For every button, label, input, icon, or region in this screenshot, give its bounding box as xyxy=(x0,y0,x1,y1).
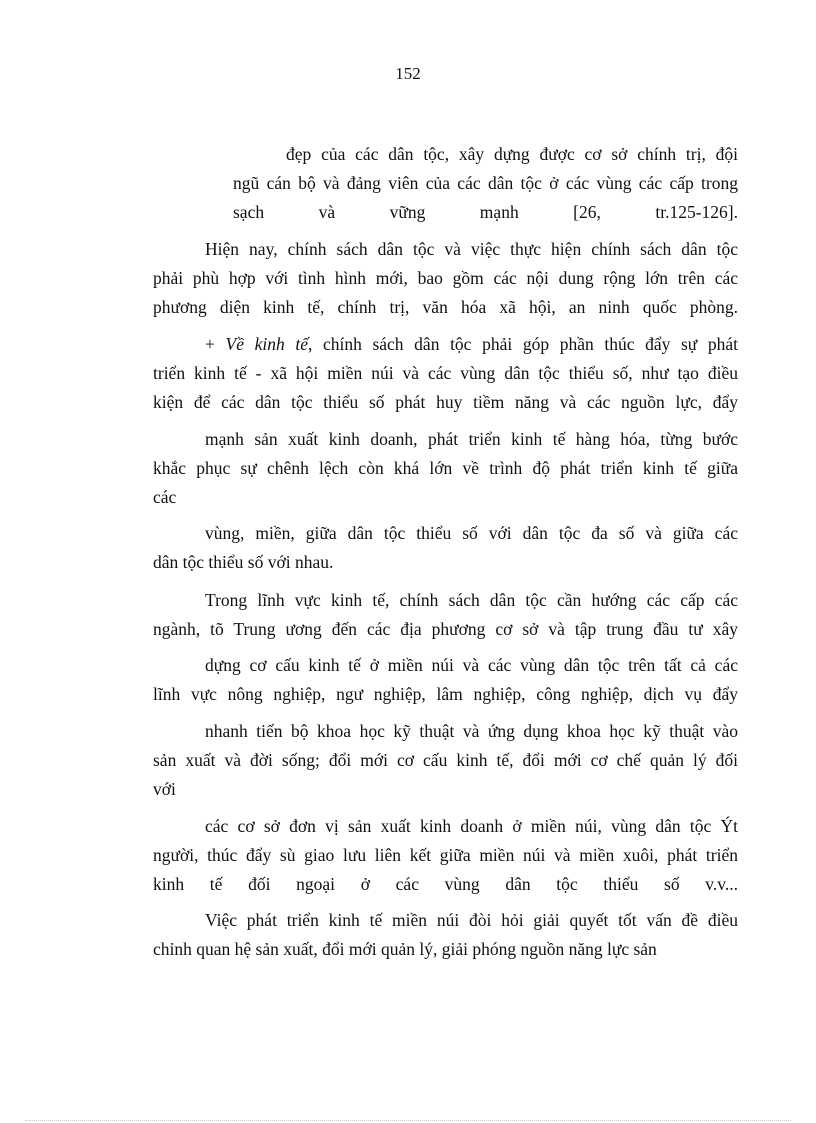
para2-line-2: triển kinh tế - xã hội miền núi và các vùng dân tộc thiểu số, như tạo điều xyxy=(153,363,738,383)
para3-line-8: các cơ sở đơn vị sản xuất kinh doanh ở miền núi, vùng dân tộc Ýt xyxy=(205,816,738,836)
quote-line-1: đẹp của các dân tộc, xây dựng được cơ sở chính trị, đội xyxy=(286,144,738,164)
para1-line-2: phải phù hợp với tình hình mới, bao gồm các nội dung rộng lớn trên các xyxy=(153,268,738,288)
para3-line-1: Trong lĩnh vực kinh tế, chính sách dân tộc cần hướng các cấp các xyxy=(205,590,738,610)
para3-line-9: người, thúc đẩy sù giao lưu liên kết giữa miền núi và miền xuôi, phát triển xyxy=(153,845,738,865)
para2-heading-italic: Về kinh tế xyxy=(225,334,308,354)
para3-line-4: lĩnh vực nông nghiệp, ngư nghiệp, lâm nghiệp, công nghiệp, dịch vụ đẩy xyxy=(153,684,738,704)
quote-line-3: sạch và vững mạnh [26, tr.125-126]. xyxy=(233,202,738,222)
para1-line-3: phương diện kinh tế, chính trị, văn hóa xã hội, an ninh quốc phòng. xyxy=(153,297,738,317)
quote-line-2: ngũ cán bộ và đảng viên của các dân tộc ở các vùng các cấp trong xyxy=(233,173,738,193)
page-number: 152 xyxy=(395,64,421,83)
para2-line-8: dân tộc thiểu số với nhau. xyxy=(153,552,334,572)
para2-line-5: khắc phục sự chênh lệch còn khá lớn về trình độ phát triển kinh tế giữa xyxy=(153,458,738,478)
para3-line-10: kinh tế đối ngoại ở các vùng dân tộc thiểu số v.v... xyxy=(153,874,738,894)
para3-line-5: nhanh tiến bộ khoa học kỹ thuật và ứng dụng khoa học kỹ thuật vào xyxy=(205,721,738,741)
para3-line-2: ngành, tõ Trung ương đến các địa phương cơ sở và tập trung đầu tư xây xyxy=(153,619,738,639)
para3-line-6: sản xuất và đời sống; đổi mới cơ cấu kinh tế, đổi mới cơ chế quản lý đối xyxy=(153,750,738,770)
para2-line-1 xyxy=(205,333,738,355)
para1-line-1: Hiện nay, chính sách dân tộc và việc thực hiện chính sách dân tộc xyxy=(205,239,738,259)
para3-line-7: với xyxy=(153,779,176,799)
para4-line-1: Việc phát triển kinh tế miền núi đòi hỏi giải quyết tốt vấn đề điều xyxy=(205,910,738,930)
para2-line-6: các xyxy=(153,487,177,507)
para2-line-4: mạnh sản xuất kinh doanh, phát triển kinh tế hàng hóa, từng bước xyxy=(205,429,738,449)
para4-line-2: chỉnh quan hệ sản xuất, đổi mới quản lý, giải phóng nguồn năng lực sản xyxy=(153,939,657,959)
para3-line-3: dựng cơ cấu kinh tế ở miền núi và các vùng dân tộc trên tất cả các xyxy=(205,655,738,675)
para2-prefix: + xyxy=(205,334,226,354)
para2-line-1-rest: , chính sách dân tộc phải góp phần thúc đẩy sự phát xyxy=(307,334,739,354)
page-bottom-rule xyxy=(25,1120,791,1121)
para2-line-7: vùng, miền, giữa dân tộc thiểu số với dân tộc đa số và giữa các xyxy=(205,523,738,543)
para2-line-3: kiện để các dân tộc thiểu số phát huy tiềm năng và các nguồn lực, đẩy xyxy=(153,392,738,412)
